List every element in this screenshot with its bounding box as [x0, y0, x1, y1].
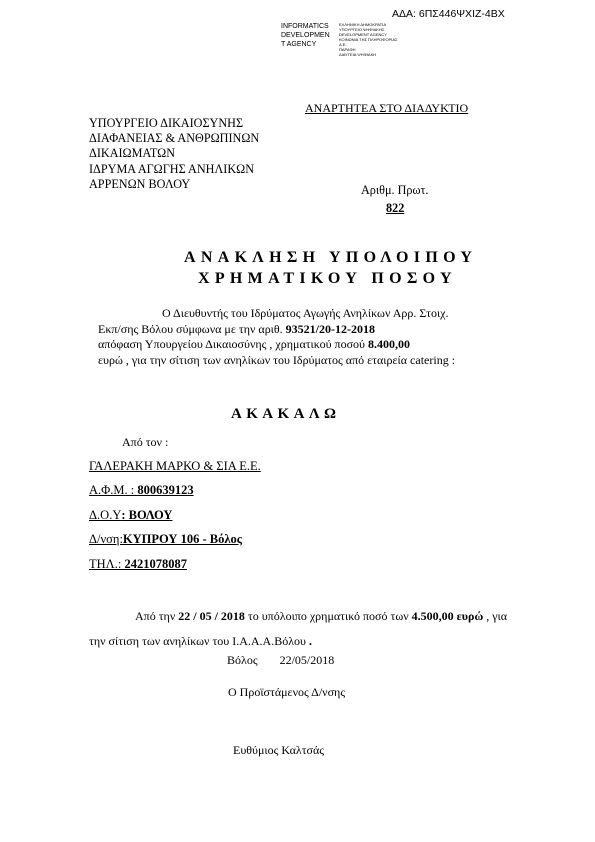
- from-label: Από τον :: [122, 435, 169, 449]
- protocol-number: 822: [386, 201, 405, 215]
- signatory-name: Ευθύμιος Καλτσάς: [233, 743, 325, 757]
- phone-value: 2421078087: [124, 557, 187, 571]
- logo-line: DEVELOPMEN: [281, 32, 330, 39]
- logo-subline: ΠΑΡΑΦΗ: [339, 47, 356, 52]
- body-end: .: [308, 634, 312, 648]
- logo-subtext: [339, 22, 398, 57]
- company-phone: [89, 557, 187, 572]
- address-value: ΚΥΠΡΟΥ 106 - Βόλος: [122, 532, 242, 546]
- ministry-line: ΔΙΑΦΑΝΕΙΑΣ & ΑΝΘΡΩΠΙΝΩΝ: [89, 131, 260, 146]
- address-label: Δ/νση:: [89, 532, 123, 546]
- logo-subline: ΥΠΟΥΡΓΕΙΟ ΨΗΦΙΑΚΗΣ: [339, 27, 385, 32]
- company-afm: [89, 483, 194, 498]
- ministry-block: [89, 116, 259, 192]
- afm-value: 800639123: [137, 483, 194, 497]
- revocation-paragraph: [89, 604, 510, 654]
- afm-label: Α.Φ.Μ. :: [89, 483, 138, 497]
- ada-code: ΑΔΑ: 6ΠΣ446ΨΧΙΖ-4ΒΧ: [392, 8, 505, 20]
- logo-subline: ΚΟΙΝΩΝΙΑ ΤΗΣ ΠΛΗΡΟΦΟΡΙΑΣ: [339, 37, 398, 42]
- ministry-line: ΑΡΡΕΝΩΝ ΒΟΛΟΥ: [89, 176, 191, 191]
- ministry-line: ΔΙΚΑΙΩΜΑΤΩΝ: [89, 146, 175, 161]
- company-address: [89, 532, 242, 547]
- company-name: ΓΑΛΕΡΑΚΗ ΜΑΡΚΟ & ΣΙΑ Ε.Ε.: [89, 459, 261, 473]
- logo-subline: ΔΙΑΥΓΕΙΑ ΨΗΦΙΑΚΗ: [339, 52, 377, 57]
- logo-subline: DEVELOPMENT AGENCY: [339, 32, 387, 37]
- ministry-line: ΥΠΟΥΡΓΕΙΟ ΔΙΚΑΙΟΣΥΝΗΣ: [89, 116, 244, 130]
- revocation-date: 22 / 05 / 2018: [178, 609, 245, 623]
- document-title-line2: ΧΡΗΜΑΤΙΚΟΥ ΠΟΣΟΥ: [198, 270, 457, 287]
- company-doy: [89, 508, 172, 523]
- internet-post-label: ΑΝΑΡΤΗΤΕΑ ΣΤΟ ΔΙΑΔΥΚΤΙΟ: [305, 101, 469, 115]
- city: Βόλος: [227, 653, 258, 667]
- logo-subline: Α.Ε.: [339, 42, 347, 47]
- doy-label: Δ.Ο.Υ: [89, 508, 122, 522]
- document-title-line1: ΑΝΑΚΛΗΣΗ ΥΠΟΛΟΙΠΟΥ: [184, 249, 478, 266]
- intro-line: [98, 322, 518, 338]
- doy-value: : ΒΟΛΟΥ: [121, 508, 173, 522]
- intro-line: [98, 337, 518, 353]
- phone-label: ΤΗΛ.:: [89, 557, 125, 571]
- section-heading: ΑΚΑΚΑΛΩ: [231, 406, 341, 422]
- intro-text: Εκπ/σης Βόλου σύμφωνα με την αριθ.: [98, 321, 286, 336]
- remaining-amount: 4.500,00 ευρώ: [411, 609, 484, 623]
- body-text: Από την: [135, 609, 179, 623]
- decision-number: 93521/20-12-2018: [285, 321, 375, 336]
- body-text: , για την σίτιση των ανηλίκων του Ι.Α.Α.Α.Βόλου: [89, 609, 508, 648]
- body-text: το υπόλοιπο χρηματικό ποσό των: [244, 609, 412, 623]
- sign-date: 22/05/2018: [279, 653, 335, 667]
- intro-line: Ο Διευθυντής του Ιδρύματος Αγωγής Ανηλίκων Αρρ. Στοιχ.: [162, 306, 449, 320]
- logo-line: INFORMATICS: [281, 23, 329, 30]
- intro-text: απόφαση Υπουργείου Δικαιοσύνης , χρηματικού ποσού: [98, 337, 368, 351]
- logo-line: T AGENCY: [281, 41, 317, 48]
- intro-text: ευρώ , για την σίτιση των ανηλίκων του Ιδρύματος από εταιρεία catering :: [98, 352, 456, 367]
- protocol-label: Αριθμ. Πρωτ.: [361, 183, 429, 197]
- amount-value: 8.400,00: [367, 337, 410, 351]
- ministry-line: ΙΔΡΥΜΑ ΑΓΩΓΗΣ ΑΝΗΛΙΚΩΝ: [89, 161, 254, 176]
- logo-text: [281, 22, 330, 49]
- intro-paragraph: [98, 306, 518, 368]
- signatory-title: Ο Προϊστάμενος Δ/νσης: [228, 685, 346, 699]
- logo-subline: ΕΛΛΗΝΙΚΗ ΔΗΜΟΚΡΑΤΙΑ: [339, 22, 386, 27]
- place-date: [227, 653, 334, 668]
